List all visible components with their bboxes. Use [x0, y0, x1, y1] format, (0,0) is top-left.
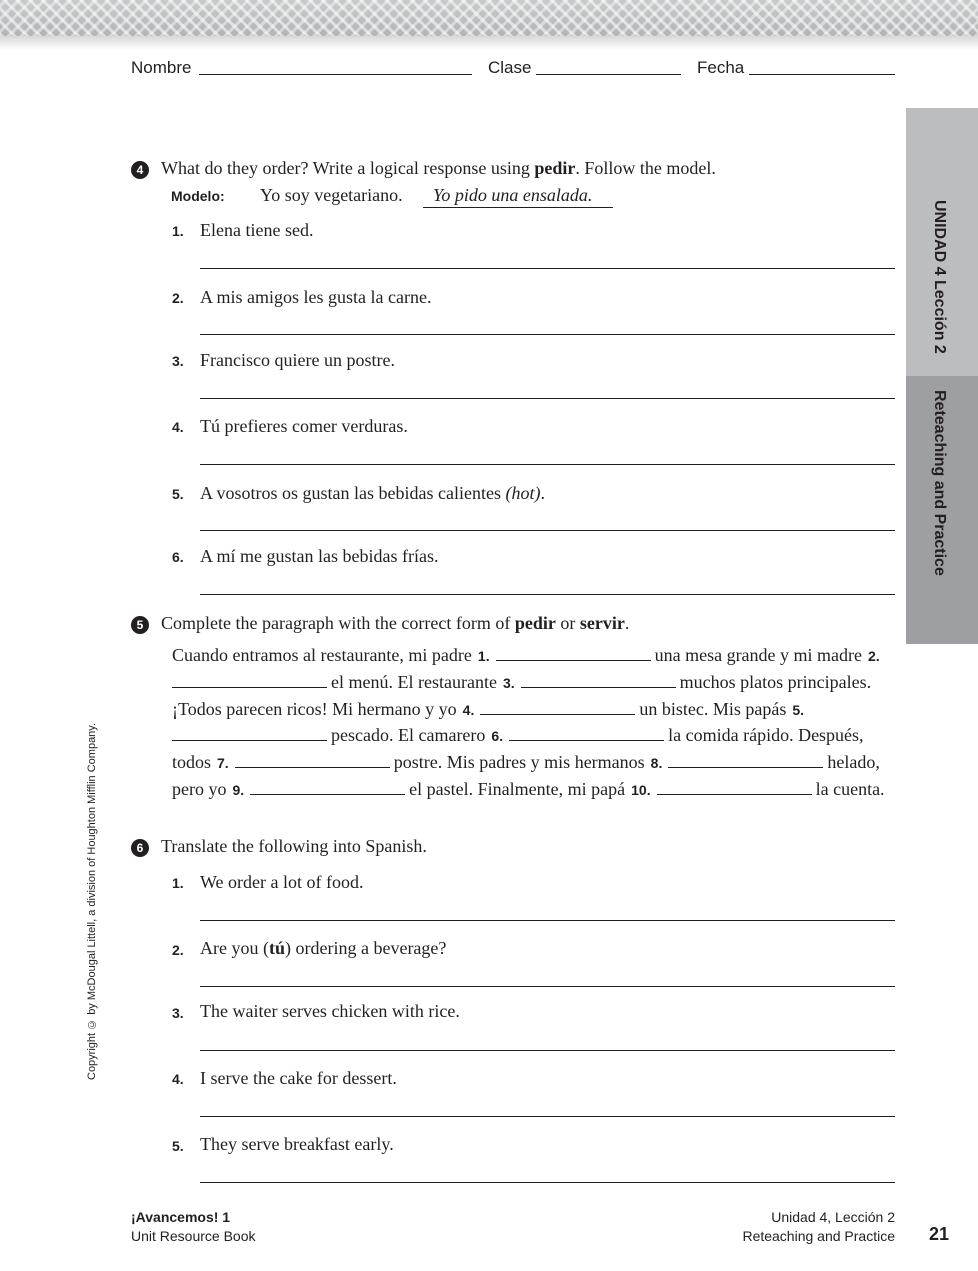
a4-item-5-number: 5. — [172, 486, 184, 502]
model-answer: Yo pido una ensalada. — [423, 185, 613, 208]
a4-item-2-answer-line[interactable] — [200, 334, 895, 335]
a6-item-5-number: 5. — [172, 1138, 184, 1154]
blank-10[interactable] — [657, 780, 812, 795]
a4-item-4-text: Tú prefieres comer verduras. — [200, 416, 408, 436]
activity-5-badge: 5 — [131, 616, 149, 634]
a4-item-3-text: Francisco quiere un postre. — [200, 350, 395, 370]
activity-4-badge: 4 — [131, 161, 149, 179]
a4-item-5-text: A vosotros os gustan las bebidas calientes (hot). — [200, 483, 545, 503]
blank-number: 7. — [217, 755, 229, 772]
blank-number: 5. — [792, 701, 805, 718]
a4-item-6-text: A mí me gustan las bebidas frías. — [200, 546, 439, 566]
fecha-label: Fecha — [697, 58, 745, 77]
paragraph-text: la comida rápido. Después, todos — [172, 725, 864, 773]
blank-8[interactable] — [668, 753, 823, 768]
blank-2[interactable] — [172, 673, 327, 688]
paragraph-text: helado, pero yo — [172, 752, 880, 799]
footer-book-subtitle: Unit Resource Book — [131, 1228, 256, 1244]
a4-item-1-answer-line[interactable] — [200, 268, 895, 269]
paragraph-text: muchos platos principales. ¡Todos parecen ricos! Mi hermano y yo — [172, 671, 872, 719]
blank-9[interactable] — [250, 780, 405, 795]
blank-1[interactable] — [496, 646, 651, 661]
footer-section: Reteaching and Practice — [742, 1228, 895, 1244]
a6-item-3-number: 3. — [172, 1005, 184, 1021]
a6-item-2-answer-line[interactable] — [200, 986, 895, 987]
a6-item-2-number: 2. — [172, 942, 184, 958]
blank-3[interactable] — [521, 673, 676, 688]
a4-item-4-answer-line[interactable] — [200, 464, 895, 465]
clase-label: Clase — [488, 58, 532, 77]
a4-item-2-number: 2. — [172, 290, 184, 306]
blank-7[interactable] — [235, 753, 390, 768]
paragraph-text: el menú. El restaurante — [331, 671, 497, 692]
blank-number: 4. — [462, 701, 475, 718]
paragraph-text: un bistec. Mis papás — [639, 698, 787, 719]
a6-item-1-number: 1. — [172, 875, 184, 891]
activity-6-badge: 6 — [131, 839, 149, 857]
a6-item-1-text: We order a lot of food. — [200, 872, 364, 892]
paragraph-text: una mesa grande y mi madre — [654, 645, 863, 665]
footer-unit: Unidad 4, Lección 2 — [771, 1209, 895, 1225]
a4-item-6-answer-line[interactable] — [200, 594, 895, 595]
blank-number: 8. — [650, 755, 663, 772]
blank-number: 9. — [232, 781, 245, 798]
a4-item-6-number: 6. — [172, 549, 184, 565]
paragraph-text: pescado. El camarero — [331, 725, 486, 746]
blank-number: 3. — [502, 674, 515, 691]
a6-item-3-answer-line[interactable] — [200, 1050, 895, 1051]
model-prompt: Yo soy vegetariano. — [260, 185, 403, 205]
paragraph-text: el pastel. Finalmente, mi papá — [409, 778, 626, 799]
a6-item-3-text: The waiter serves chicken with rice. — [200, 1001, 460, 1021]
a4-item-5-answer-line[interactable] — [200, 530, 895, 531]
a4-item-3-answer-line[interactable] — [200, 398, 895, 399]
blank-number: 2. — [868, 648, 880, 664]
paragraph-text: la cuenta. — [815, 778, 885, 799]
unit-side-tab — [906, 108, 978, 376]
decorative-banner — [0, 0, 978, 36]
a4-item-1-text: Elena tiene sed. — [200, 220, 314, 240]
blank-4[interactable] — [480, 700, 635, 715]
fecha-field[interactable] — [749, 74, 895, 75]
a6-item-4-number: 4. — [172, 1071, 184, 1087]
paragraph-text: postre. Mis padres y mis hermanos — [393, 752, 645, 773]
activity-5-instruction: Complete the paragraph with the correct form of pedir or servir. — [161, 613, 630, 633]
activity-4-instruction: What do they order? Write a logical response using pedir. Follow the model. — [161, 158, 716, 178]
section-side-tab — [906, 376, 978, 644]
a4-item-3-number: 3. — [172, 353, 184, 369]
a4-item-2-text: A mis amigos les gusta la carne. — [200, 287, 432, 307]
activity-5-paragraph — [172, 643, 892, 804]
banner-shadow — [0, 36, 978, 50]
unit-tab-label: UNIDAD 4 Lección 2 — [931, 200, 948, 354]
a6-item-1-answer-line[interactable] — [200, 920, 895, 921]
blank-5[interactable] — [172, 726, 327, 741]
copyright-notice: Copyright © by McDougal Littell, a division of Houghton Mifflin Company. — [86, 722, 98, 1080]
a4-item-4-number: 4. — [172, 419, 184, 435]
a6-item-5-answer-line[interactable] — [200, 1182, 895, 1183]
a6-item-2-text: Are you (tú) ordering a beverage? — [200, 938, 447, 958]
model-label: Modelo: — [171, 188, 225, 204]
blank-number: 10. — [631, 781, 651, 798]
paragraph-text: Cuando entramos al restaurante, mi padre — [172, 645, 472, 665]
a4-item-1-number: 1. — [172, 223, 184, 239]
a6-item-4-text: I serve the cake for dessert. — [200, 1068, 397, 1088]
page-number: 21 — [929, 1224, 950, 1244]
nombre-label: Nombre — [131, 58, 192, 77]
clase-field[interactable] — [536, 74, 681, 75]
blank-6[interactable] — [509, 726, 664, 741]
activity-6-instruction: Translate the following into Spanish. — [161, 836, 427, 856]
a6-item-5-text: They serve breakfast early. — [200, 1134, 394, 1154]
a6-item-4-answer-line[interactable] — [200, 1116, 895, 1117]
blank-number: 1. — [477, 648, 490, 664]
section-tab-label: Reteaching and Practice — [931, 390, 948, 576]
blank-number: 6. — [491, 728, 504, 745]
nombre-field[interactable] — [199, 74, 472, 75]
footer-book-title: ¡Avancemos! 1 — [131, 1209, 231, 1225]
